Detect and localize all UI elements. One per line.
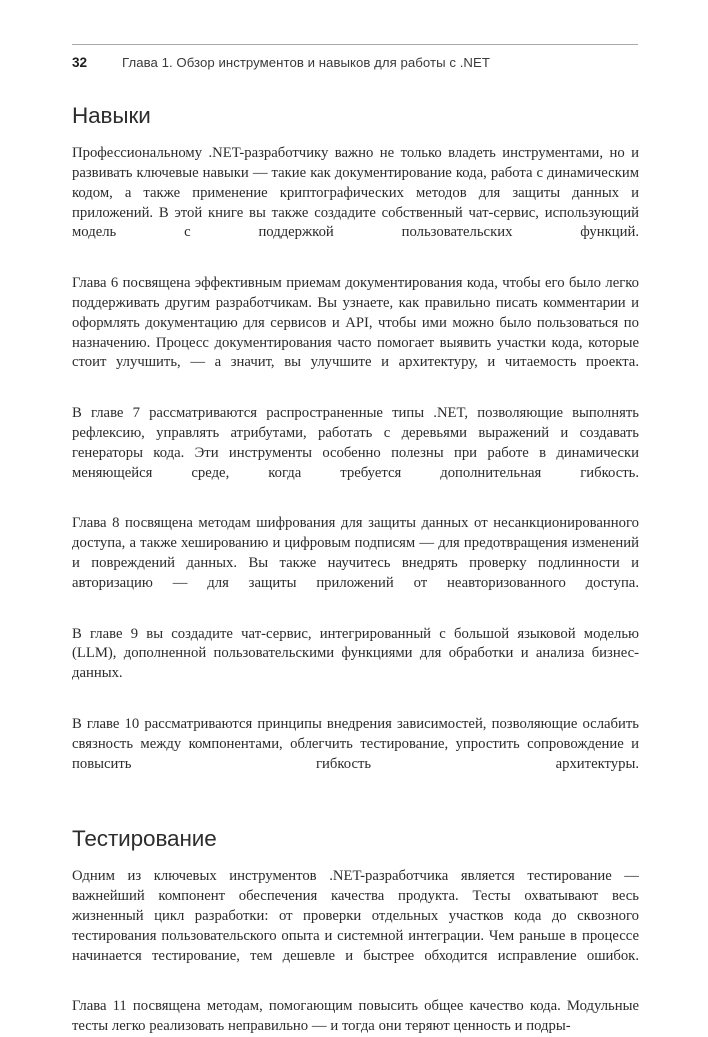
section-heading-testing: Тестирование xyxy=(72,826,217,852)
page-number: 32 xyxy=(72,55,88,70)
chapter-title: Глава 1. Обзор инструментов и навыков для работы с .NET xyxy=(122,55,490,70)
paragraph: Одним из ключевых инструментов .NET-разработчика является тестирование — важнейший компонент обеспечения качества продукта. Тесты охватывают весь жизненный цикл разработки: от проверки отдельных участков кода до сквозного тестирования пользовательского опыта и системной интеграции. Чем раньше в процессе начинается тестирование, тем дешевле и быстрее обходится исправление ошибок. xyxy=(72,868,639,964)
paragraph: В главе 7 рассматриваются распространенные типы .NET, позволяющие выполнять рефлексию, управлять атрибутами, работать с деревьями выражений и создавать генераторы кода. Эти инструменты особенно полезны при работе в динамически меняющейся среде, когда требуется дополнительная гибкость. xyxy=(72,405,639,481)
paragraph-continued: Глава 11 посвящена методам, помогающим повысить общее качество кода. Модульные тесты легко реализовать неправильно — и тогда они теряют ценность и подры- xyxy=(72,998,639,1035)
paragraph: Профессиональному .NET-разработчику важно не только владеть инструментами, но и развивать ключевые навыки — такие как документирование кода, работа с динамическим кодом, а также применение криптографических методов для защиты данных и приложений. В этой книге вы также создадите собственный чат-сервис, использующий модель с поддержкой пользовательских функций. xyxy=(72,145,639,241)
header-divider xyxy=(72,44,638,45)
paragraph: В главе 9 вы создадите чат-сервис, интегрированный с большой языковой моделью (LLM), дополненной пользовательскими функциями для обработки и анализа бизнес-данных. xyxy=(72,625,639,682)
paragraph: Глава 8 посвящена методам шифрования для защиты данных от несанкционированного доступа, а также хешированию и цифровым подписям — для предотвращения изменений и повреждений данных. Вы также научитесь внедрять проверку подлинности и авторизацию — для защиты приложений от неавторизованного доступа. xyxy=(72,515,639,591)
paragraph: Глава 6 посвящена эффективным приемам документирования кода, чтобы его было легко поддерживать другим разработчикам. Вы узнаете, как правильно писать комментарии и оформлять документацию для сервисов и API, чтобы ими можно было пользоваться по назначению. Процесс документирования часто помогает выявить участки кода, которые стоит улучшить, — а значит, вы улучшите и архитектуру, и читаемость проекта. xyxy=(72,275,639,371)
running-head xyxy=(72,44,638,71)
running-head-line xyxy=(72,55,638,71)
text-column xyxy=(72,98,639,1037)
section-heading-skills: Навыки xyxy=(72,103,151,128)
paragraph: В главе 10 рассматриваются принципы внедрения зависимостей, позволяющие ослабить связность между компонентами, облегчить тестирование, упростить сопровождение и повысить гибкость архитектуры. xyxy=(72,715,639,772)
